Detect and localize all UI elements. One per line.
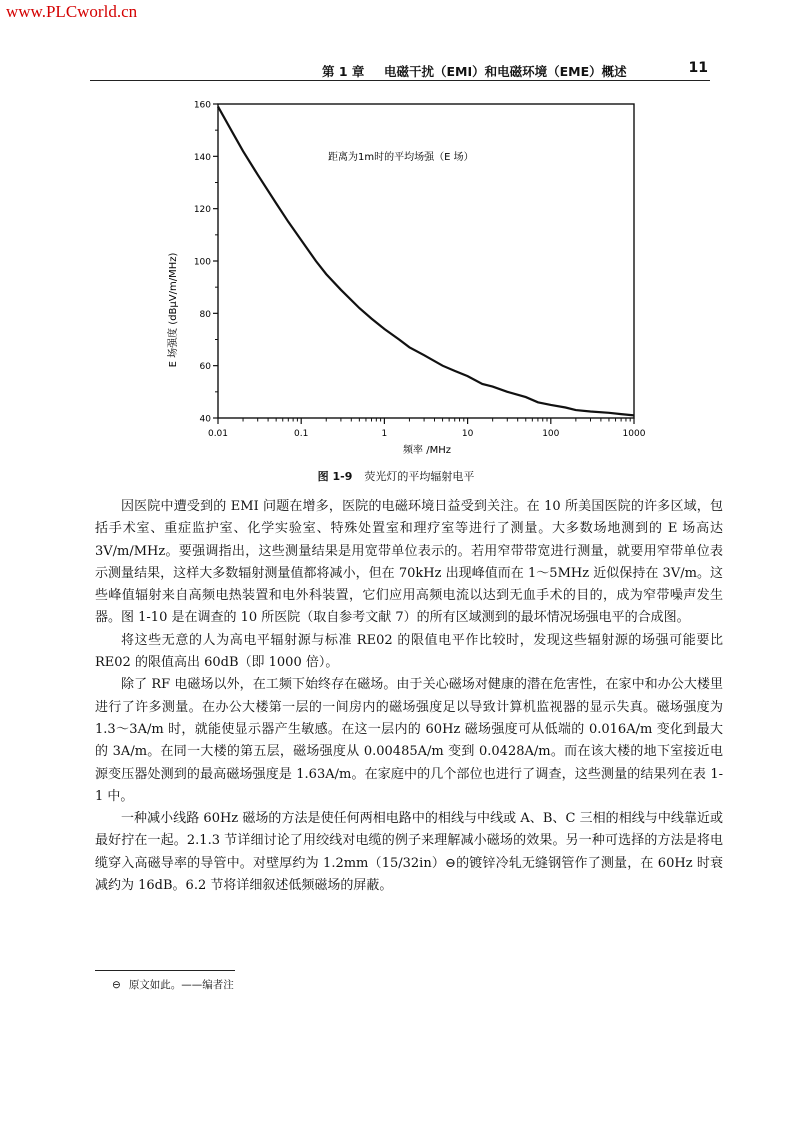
paragraph: 因医院中遭受到的 EMI 问题在增多，医院的电磁环境日益受到关注。在 10 所美国医院的许多区域，包括手术室、重症监护室、化学实验室、特殊处置室和理疗室等进行了测量。大多数场地测到的 E 场高达 3V/m/MHz。要强调指出，这些测量结果是用宽带单位表示的。若用窄带带宽进行测量，就要用窄带单位表示测量结果，这样大多数辐射测量值都将减小，但在 70kHz 出现峰值而在 1～5MHz 近似保持在 3V/m。这些峰值辐射来自高频电热装置和电外科装置，它们应用高频电流以达到无血手术的目的，成为窄带噪声发生器。图 1-10 是在调查的 10 所医院（取自参考文献 7）的所有区域测到的最坏情况场强电平的合成图。: [95, 499, 723, 626]
y-axis-label: E 场强度 (dBμV/m/MHz): [168, 252, 179, 368]
emission-chart: [150, 96, 650, 458]
y-tick-label: 40: [199, 414, 211, 425]
y-tick-label: 160: [193, 100, 211, 111]
x-tick-label: 1: [381, 429, 388, 439]
x-tick-label: 0.1: [294, 429, 309, 439]
footnote-mark: ⊖: [112, 979, 121, 991]
running-header: [90, 62, 710, 81]
y-tick-label: 140: [193, 152, 211, 163]
footnote-text: 原文如此。——编者注: [128, 979, 234, 991]
chapter-title: 电磁干扰（EMI）和电磁环境（EME）概述: [384, 64, 627, 79]
footnote-rule: [95, 970, 235, 971]
figure-number: 图 1-9: [317, 470, 353, 483]
x-tick-label: 1000: [622, 429, 646, 439]
paragraph: 一种减小线路 60Hz 磁场的方法是使任何两相电路中的相线与中线或 A、B、C 三相的相线与中线靠近或最好拧在一起。2.1.3 节详细讨论了用绞线对电缆的例子来理解减小磁场的效果。另一种可选择的方法是将电缆穿入高磁导率的导管中。对壁厚约为 1.2mm（15/32in）⊖的镀锌冷轧无缝钢管作了测量，在 60Hz 时衰减约为 16dB。6.2 节将详细叙述低频磁场的屏蔽。: [95, 811, 723, 894]
page-number: 11: [688, 60, 708, 76]
y-axis: [194, 101, 218, 425]
body-text: [95, 496, 723, 897]
figure-caption: [0, 468, 792, 484]
chapter-label: 第 1 章: [322, 64, 365, 79]
y-tick-label: 80: [199, 309, 211, 320]
y-tick-label: 100: [193, 257, 211, 268]
figure-caption-text: 荧光灯的平均辐射电平: [364, 470, 475, 483]
x-axis-label: 频率 /MHz: [403, 445, 451, 456]
x-tick-label: 100: [542, 429, 560, 439]
y-tick-label: 60: [199, 362, 211, 373]
y-tick-label: 120: [193, 205, 211, 216]
x-axis: [208, 418, 646, 439]
paragraph: 除了 RF 电磁场以外，在工频下始终存在磁场。由于关心磁场对健康的潜在危害性，在家中和办公大楼里进行了许多测量。在办公大楼第一层的一间房内的磁场强度足以导致计算机监视器的显示失真。磁场强度为 1.3～3A/m 时，就能使显示器产生敏感。在这一层内的 60Hz 磁场强度可从低端的 0.016A/m 变化到最大的 3A/m。在同一大楼的第五层，磁场强度从 0.00485A/m 变到 0.0428A/m。而在该大楼的地下室接近电源变压器处测到的最高磁场强度是 1.63A/m。在家庭中的几个部位也进行了调查，这些测量的结果列在表 1-1 中。: [95, 677, 723, 804]
x-tick-label: 0.01: [207, 429, 229, 439]
paragraph: 将这些无意的人为高电平辐射源与标准 RE02 的限值电平作比较时，发现这些辐射源的场强可能要比 RE02 的限值高出 60dB（即 1000 倍）。: [95, 632, 723, 671]
x-tick-label: 10: [461, 429, 474, 439]
chart-annotation: 距离为1m时的平均场强（E 场）: [328, 152, 474, 163]
watermark: www.PLCworld.cn: [6, 2, 138, 21]
footnote: [112, 977, 234, 992]
